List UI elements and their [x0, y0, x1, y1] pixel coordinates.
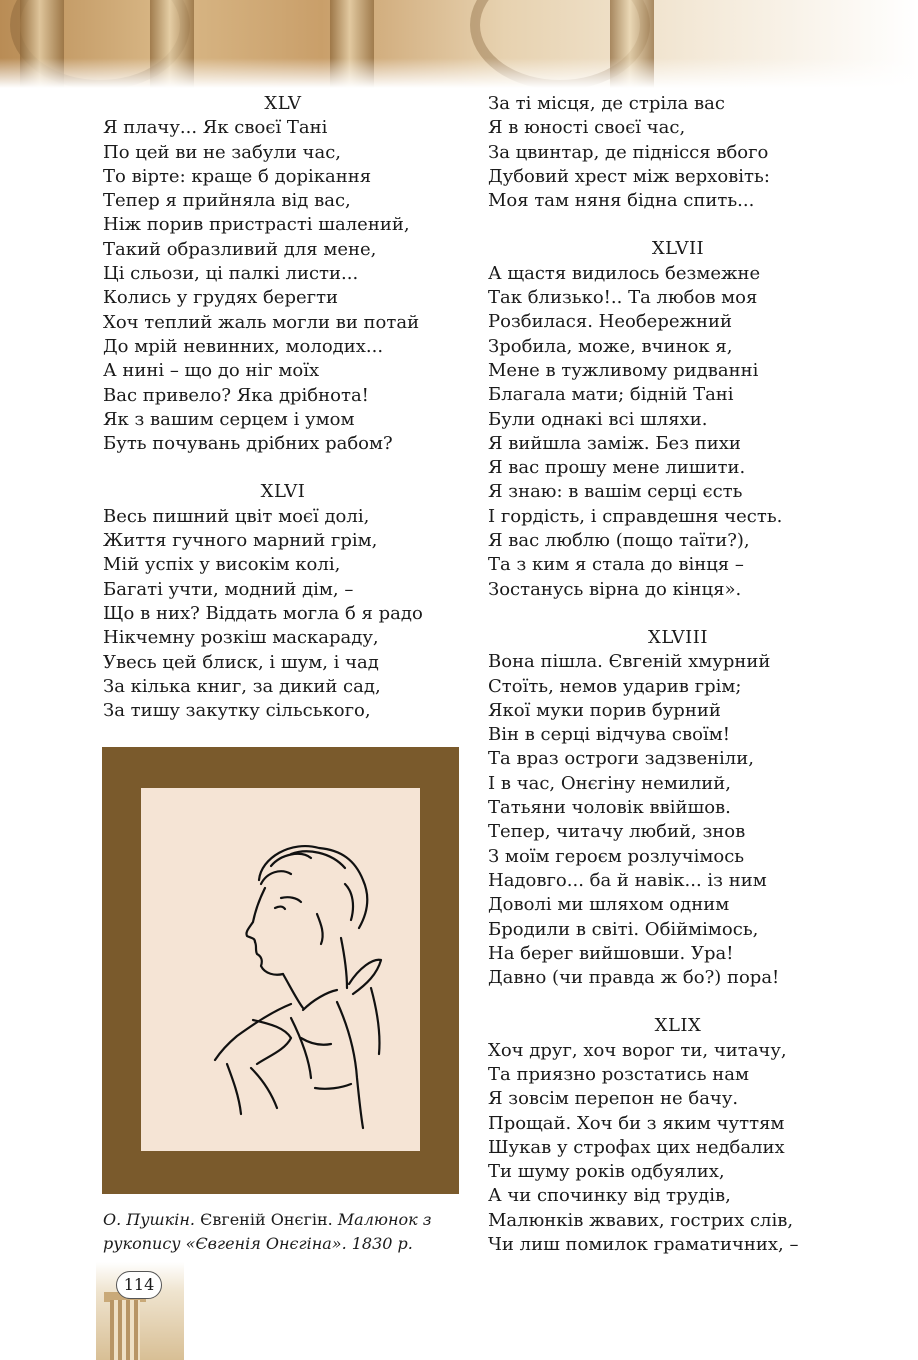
stanza: [488, 237, 868, 601]
verse-line: То вірте: краще б дорікання: [103, 165, 372, 187]
verse-line: Я вас прошу мене лишити.: [488, 457, 746, 479]
verse-line: За ті місця, де стріла вас: [488, 93, 725, 114]
verse-line: Нікчемну розкіш маскараду,: [103, 627, 379, 649]
right-column: [488, 92, 868, 1281]
caption-author: О. Пушкін.: [103, 1210, 195, 1229]
portrait-drawing: [141, 788, 420, 1151]
verse-line: А чи спочинку від трудів,: [488, 1185, 731, 1207]
verse-line: Шукав у строфах цих недбалих: [488, 1136, 785, 1158]
verse-line: Розбилася. Необережний: [488, 311, 733, 333]
verse-line: Давно (чи правда ж бо?) пора!: [488, 967, 780, 989]
verse-line: Весь пишний цвіт моєї долі,: [103, 505, 370, 527]
verse-line: Життя гучного марний грім,: [103, 530, 378, 552]
verse-line: Та приязно розстатись нам: [488, 1063, 749, 1085]
verse-line: Зостанусь вірна до кінця».: [488, 578, 742, 600]
caption-description: Малюнок з рукопису «Євгенія Онєгіна». 1830 р.: [103, 1210, 432, 1253]
verse-line: За тишу закутку сільського,: [103, 700, 371, 722]
verse-line: Татьяни чоловік ввійшов.: [488, 797, 731, 819]
stanza-number: XLIX: [654, 1015, 702, 1037]
verse-line: І в час, Онєгіну немилий,: [488, 772, 731, 794]
verse-line: Дубовий хрест між верховіть:: [488, 165, 770, 187]
verse-line: Колись у грудях берегти: [103, 287, 339, 309]
portrait-frame: [102, 747, 459, 1194]
verse-line: Я в юності своєї час,: [488, 117, 686, 139]
verse-line: На берег вийшовши. Ура!: [488, 942, 734, 964]
verse-line: Тепер я прийняла від вас,: [103, 190, 351, 212]
verse-line: Ці сльози, ці палкі листи...: [103, 263, 359, 285]
verse-line: Моя там няня бідна спить...: [488, 190, 755, 212]
verse-line: Бродили в світі. Обіймімось,: [488, 918, 759, 940]
verse-line: Я вас люблю (пощо таїти?),: [488, 530, 750, 552]
stanza: [103, 480, 463, 723]
caption-title: Євгеній Онєгін.: [200, 1210, 333, 1229]
verse-line: Такий образливий для мене,: [103, 238, 377, 260]
verse-line: Я зовсім перепон не бачу.: [488, 1088, 739, 1110]
verse-line: Зробила, може, вчинок я,: [488, 335, 733, 357]
verse-line: А нині – що до ніг моїх: [103, 360, 320, 382]
verse-line: Я плачу... Як своєї Тані: [103, 117, 328, 139]
verse-line: Вас привело? Яка дрібнота!: [103, 384, 369, 406]
verse-line: Мене в тужливому ридванні: [488, 359, 759, 381]
verse-line: По цей ви не забули час,: [103, 141, 341, 163]
verse-line: Він в серці відчува своїм!: [488, 724, 730, 746]
stanza-number: XLVII: [651, 238, 705, 260]
verse-line: Стоїть, немов ударив грім;: [488, 675, 742, 697]
verse-line: Малюнків жвавих, гострих слів,: [488, 1209, 794, 1231]
verse-line: Доволі ми шляхом одним: [488, 894, 730, 916]
verse-line: Прощай. Хоч би з яким чуттям: [488, 1112, 785, 1134]
verse-line: Вона пішла. Євгеній хмурний: [488, 651, 771, 673]
verse-line: Були однакі всі шляхи.: [488, 408, 708, 430]
verse-line: З моїм героєм розлучімось: [488, 845, 745, 867]
verse-line: А щастя видилось безмежне: [488, 262, 761, 284]
verse-line: Надовго... ба й навік... із ним: [488, 869, 767, 891]
stanza: [488, 626, 868, 990]
verse-line: Та враз остроги задзвеніли,: [488, 748, 754, 770]
verse-line: Як з вашим серцем і умом: [103, 408, 355, 430]
verse-line: Багаті учти, модний дім, –: [103, 578, 354, 600]
figure-caption: [103, 1208, 463, 1256]
verse-line: Що в них? Віддать могла б я радо: [103, 602, 423, 624]
verse-line: Хоч друг, хоч ворог ти, читачу,: [488, 1039, 787, 1061]
verse-line: Тепер, читачу любий, знов: [488, 821, 746, 843]
verse-line: Так близько!.. Та любов моя: [488, 287, 758, 309]
verse-line: І гордість, і справдешня честь.: [488, 505, 783, 527]
verse-line: Ти шуму років одбуялих,: [488, 1161, 725, 1183]
verse-line: Увесь цей блиск, і шум, і чад: [103, 651, 379, 673]
header-decoration: [0, 0, 918, 88]
verse-line: Чи лиш помилок граматичних, –: [488, 1234, 799, 1256]
stanza-number: XLVIII: [648, 626, 708, 648]
verse-line: Благала мати; бідній Тані: [488, 384, 734, 406]
left-column: [103, 92, 463, 747]
stanza-number: XLVI: [260, 481, 306, 503]
verse-line: Мій успіх у високім колі,: [103, 554, 341, 576]
verse-line: Я вийшла заміж. Без пихи: [488, 432, 741, 454]
verse-line: Хоч теплий жаль могли ви потай: [103, 311, 420, 333]
stanza: [488, 92, 868, 213]
onegin-sketch-image: [141, 788, 420, 1151]
verse-line: За цвинтар, де піднісся вбого: [488, 141, 769, 163]
stanza: [488, 1014, 868, 1257]
stanza: [103, 92, 463, 456]
page-number: 114: [116, 1271, 162, 1299]
verse-line: Буть почувань дрібних рабом?: [103, 433, 393, 455]
stanza-number: XLV: [264, 93, 302, 114]
verse-line: Та з ким я стала до вінця –: [488, 554, 744, 576]
verse-line: Ніж порив пристрасті шалений,: [103, 214, 410, 236]
verse-line: Я знаю: в вашім серці єсть: [488, 481, 743, 503]
verse-line: Якої муки порив бурний: [488, 699, 721, 721]
verse-line: До мрій невинних, молодих...: [103, 335, 384, 357]
verse-line: За кілька книг, за дикий сад,: [103, 675, 381, 697]
